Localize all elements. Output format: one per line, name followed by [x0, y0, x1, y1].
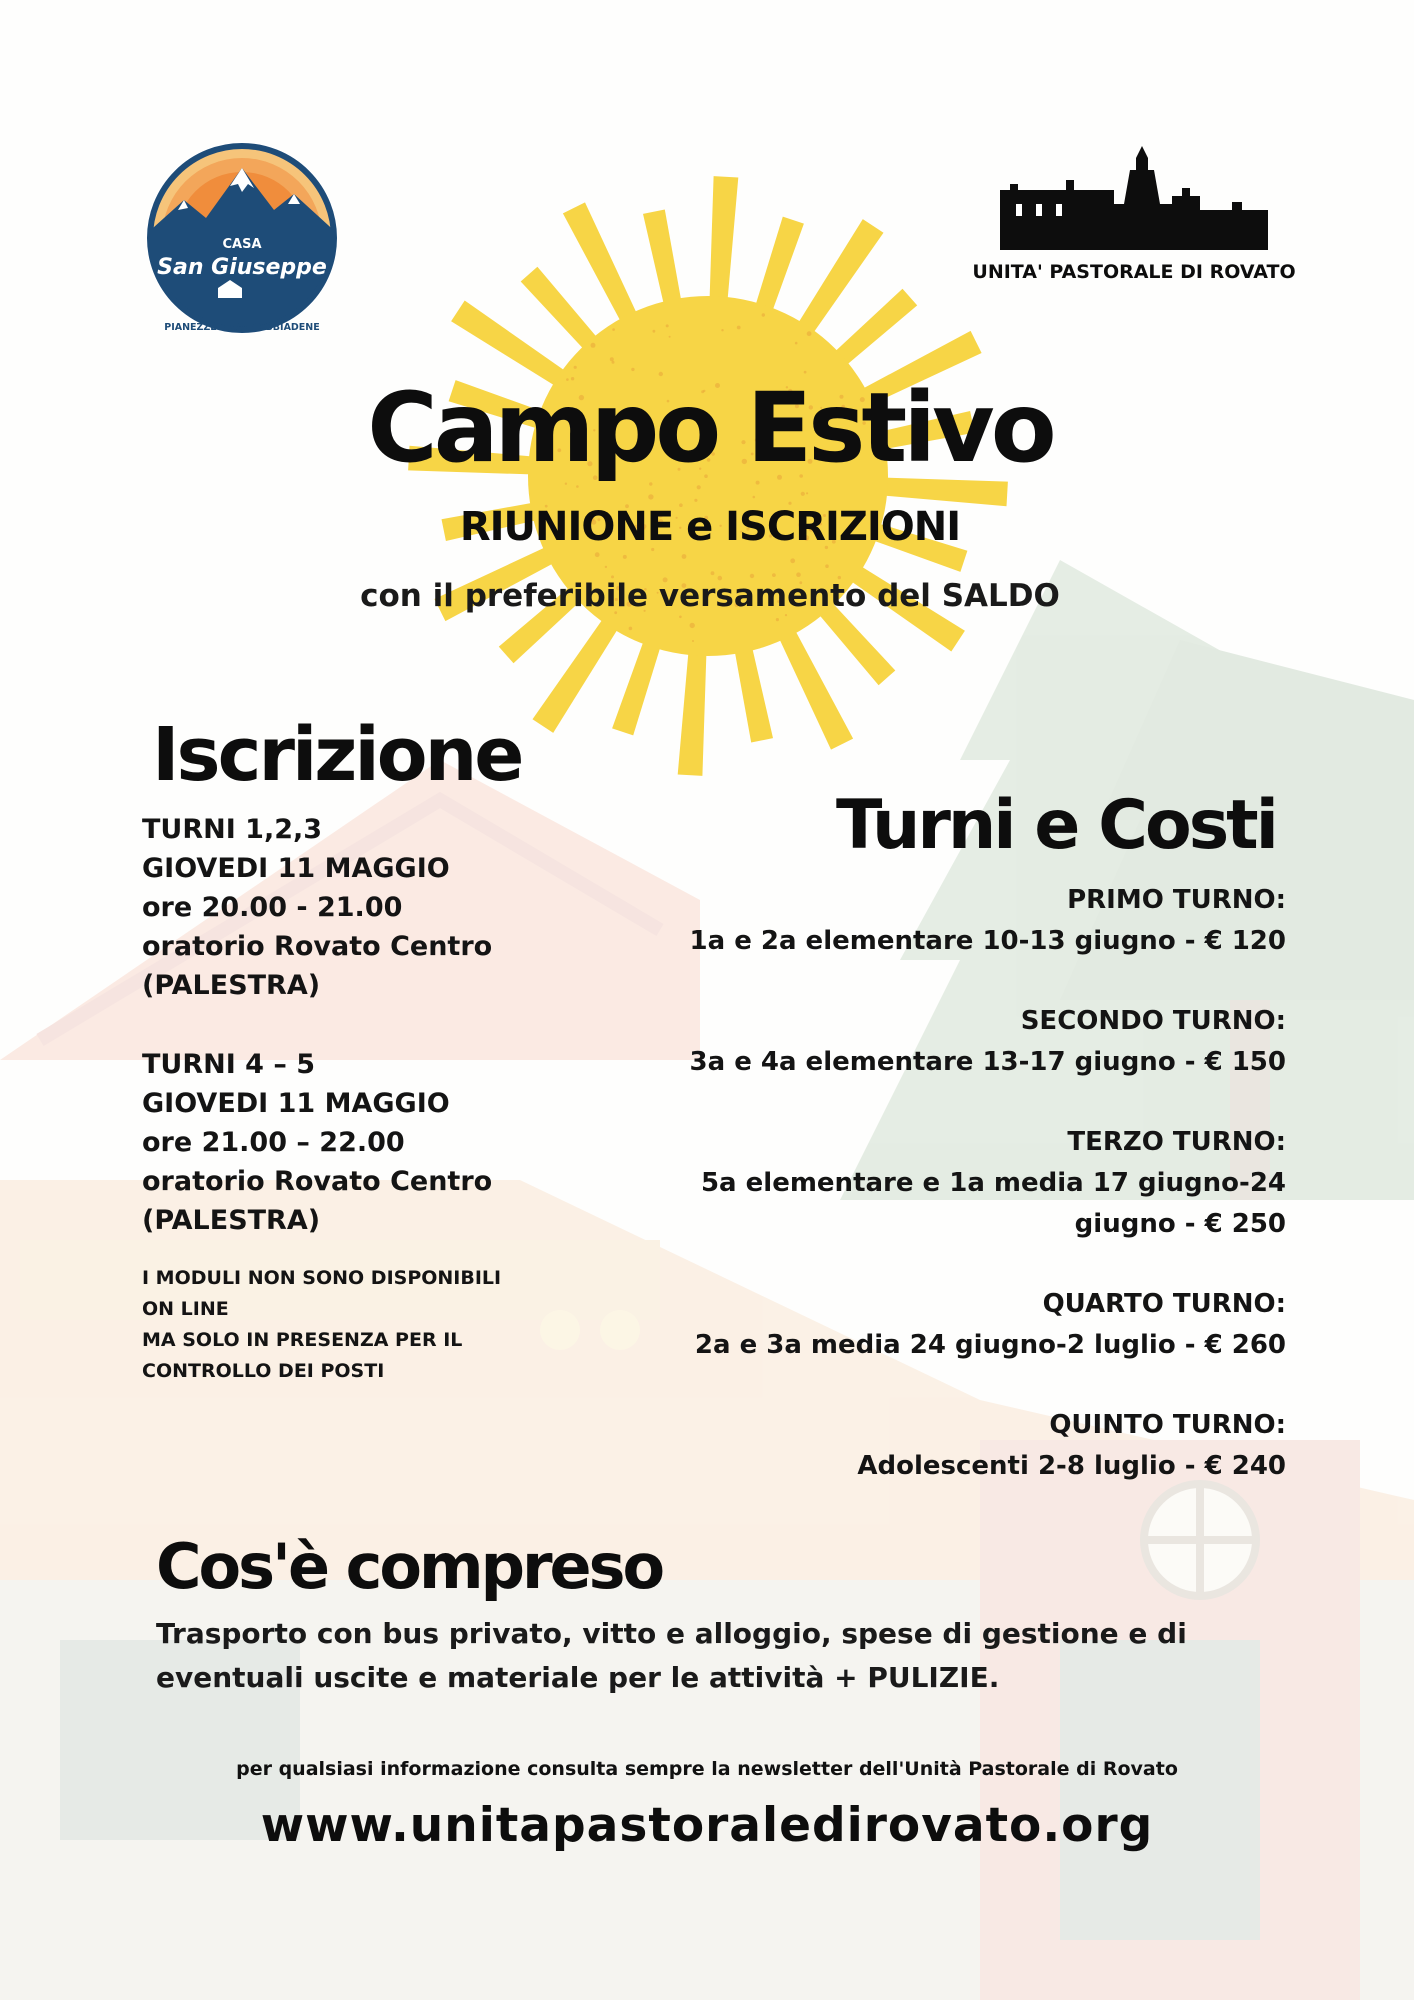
unita-pastorale-logo [972, 140, 1296, 290]
sun-speckle [776, 618, 779, 621]
sun-speckle [806, 492, 808, 494]
sun-speckle [612, 361, 615, 364]
sun-speckle [648, 494, 653, 499]
sun-speckle [697, 485, 701, 489]
sun-speckle [612, 328, 615, 331]
shift-item [660, 1405, 1286, 1487]
logo-place-label: PIANEZZE • VALDOBBIADENE [164, 322, 320, 333]
sun-speckle [610, 357, 614, 361]
sun-speckle [795, 342, 798, 345]
sun-speckle [595, 552, 600, 557]
sun-speckle [772, 573, 776, 577]
website-url[interactable]: www.unitapastoraledirovato.org [260, 1798, 1154, 1853]
sun-speckle [711, 571, 715, 575]
iscrizione-notice [142, 1263, 501, 1387]
iscrizione-line: (PALESTRA) [142, 970, 321, 1001]
page-tagline: con il preferibile versamento del SALDO [360, 578, 1060, 614]
sun-speckle [623, 555, 627, 559]
sun-speckle [653, 330, 656, 333]
sun-speckle [666, 324, 669, 327]
iscrizione-line: ore 21.00 – 22.00 [142, 1127, 405, 1158]
shift-detail: 5a elementare e 1a media 17 giugno-24 giugno - € 250 [700, 1168, 1286, 1239]
sun-speckle [807, 331, 812, 336]
shift-name: QUARTO TURNO: [1042, 1289, 1286, 1319]
iscrizione-line: oratorio Rovato Centro [142, 931, 493, 962]
sun-speckle [682, 554, 687, 559]
sun-speckle [790, 558, 795, 563]
shift-detail: 1a e 2a elementare 10-13 giugno - € 120 [689, 926, 1286, 956]
compreso-heading: Cos'è compreso [156, 1530, 663, 1603]
sun-speckle [737, 326, 741, 330]
shift-name: QUINTO TURNO: [1049, 1410, 1286, 1440]
sun-speckle [576, 485, 579, 488]
sun-speckle [605, 566, 607, 568]
sun-speckle [692, 640, 694, 642]
shift-detail: Adolescenti 2-8 luglio - € 240 [857, 1451, 1286, 1481]
iscrizione-group-1 [142, 810, 492, 1005]
sun-speckle [753, 496, 756, 499]
notice-line: MA SOLO IN PRESENZA PER IL [142, 1329, 463, 1351]
sun-speckle [785, 614, 787, 616]
iscrizione-line: GIOVEDI 11 MAGGIO [142, 1088, 450, 1119]
shift-list [660, 880, 1286, 1526]
sun-speckle [690, 623, 695, 628]
casa-san-giuseppe-logo [144, 140, 340, 336]
shift-detail: 3a e 4a elementare 13-17 giugno - € 150 [689, 1047, 1286, 1077]
sun-speckle [591, 343, 596, 348]
logo-casa-label: CASA [222, 237, 262, 252]
iscrizione-heading: Iscrizione [152, 712, 522, 798]
sun-speckle [694, 499, 697, 502]
sun-speckle [721, 329, 723, 331]
sun-speckle [679, 616, 682, 619]
turni-heading: Turni e Costi [836, 786, 1276, 865]
shift-item [660, 1284, 1286, 1366]
shift-name: PRIMO TURNO: [1067, 885, 1286, 915]
sun-speckle [669, 336, 671, 338]
shift-detail: 2a e 3a media 24 giugno-2 luglio - € 260 [694, 1330, 1286, 1360]
iscrizione-line: (PALESTRA) [142, 1205, 321, 1236]
sun-speckle [574, 366, 577, 369]
notice-line: ON LINE [142, 1298, 229, 1320]
iscrizione-line: TURNI 1,2,3 [142, 814, 323, 845]
notice-line: CONTROLLO DEI POSTI [142, 1360, 385, 1382]
sun-speckle [631, 368, 634, 371]
shift-name: SECONDO TURNO: [1020, 1006, 1286, 1036]
sun-speckle [796, 572, 801, 577]
sun-speckle [801, 492, 805, 496]
sun-speckle [825, 564, 829, 568]
shift-item [700, 1122, 1286, 1245]
shift-item [660, 1001, 1286, 1083]
sun-speckle [629, 627, 633, 631]
iscrizione-line: oratorio Rovato Centro [142, 1166, 493, 1197]
info-text: per qualsiasi informazione consulta sempre la newsletter dell'Unità Pastorale di Rovato [236, 1758, 1178, 1780]
shift-item [660, 880, 1286, 962]
unita-pastorale-label: UNITA' PASTORALE DI ROVATO [972, 261, 1296, 283]
iscrizione-line: GIOVEDI 11 MAGGIO [142, 853, 450, 884]
iscrizione-line: ore 20.00 - 21.00 [142, 892, 403, 923]
iscrizione-line: TURNI 4 – 5 [142, 1049, 316, 1080]
shift-name: TERZO TURNO: [1067, 1127, 1286, 1157]
iscrizione-group-2 [142, 1045, 492, 1240]
page-title: Campo Estivo [367, 372, 1053, 484]
logo-name-label: San Giuseppe [157, 255, 327, 280]
page-subtitle: RIUNIONE e ISCRIZIONI [459, 504, 961, 550]
compreso-text: Trasporto con bus privato, vitto e alloggio, spese di gestione e di eventuali uscite e materiale per le attività + PULIZIE. [156, 1617, 1187, 1694]
notice-line: I MODULI NON SONO DISPONIBILI [142, 1267, 502, 1289]
sun-speckle [762, 313, 765, 316]
